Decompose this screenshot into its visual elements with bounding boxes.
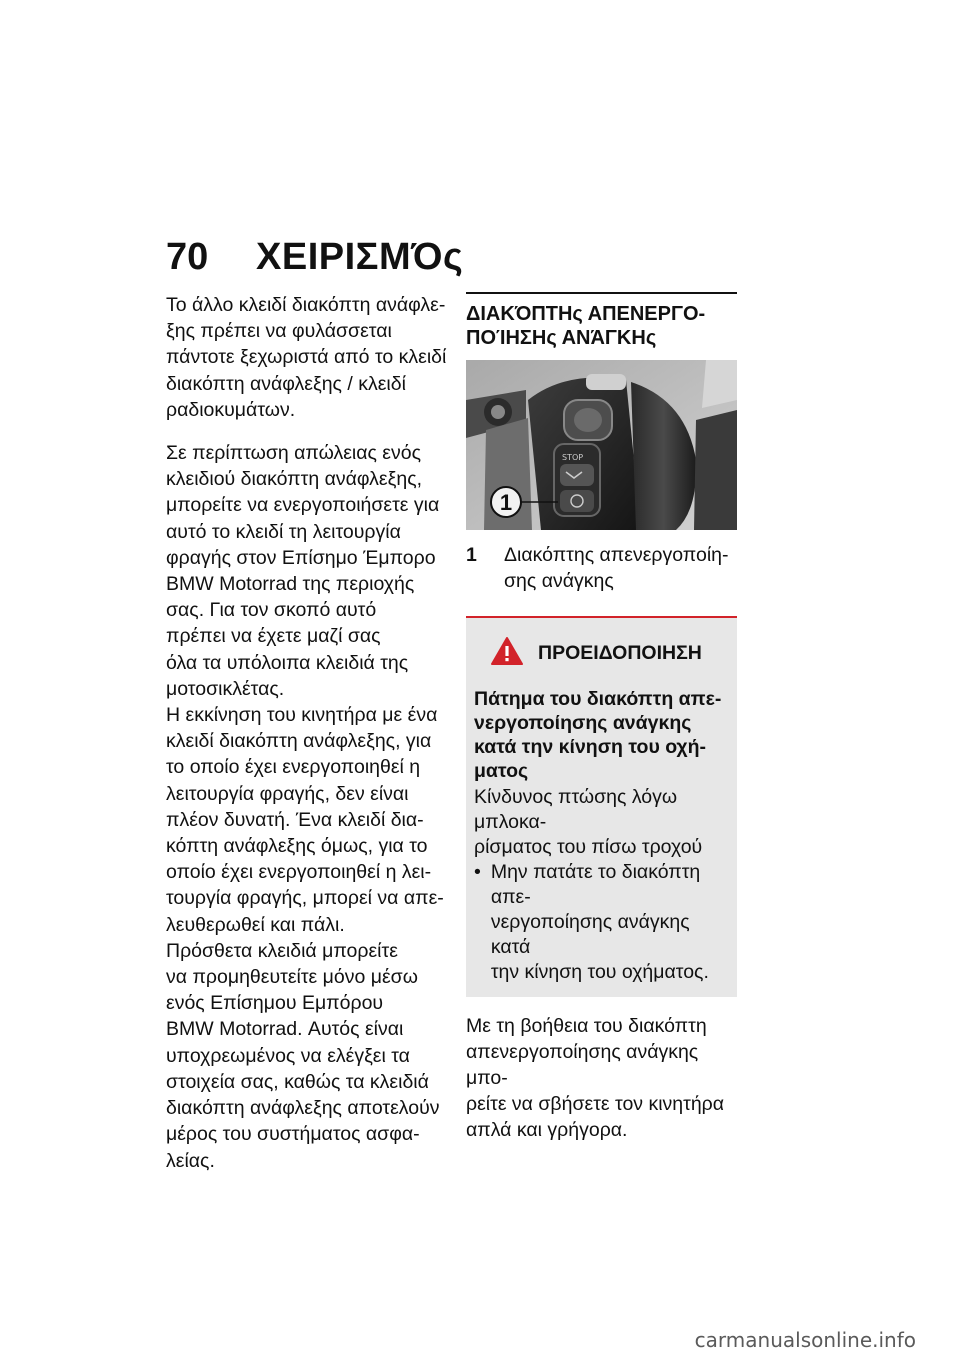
warning-body: Κίνδυνος πτώσης λόγω μπλοκα- ρίσματος του πίσω τροχού <box>474 786 703 858</box>
paragraph-emergency-stop: Με τη βοήθεια του διακόπτη απενεργοποίησης ανάγκης μπο- ρείτε να σβήσετε τον κινητήρα απλά και γρήγορα. <box>466 1015 725 1141</box>
paragraph-blocked-key: Η εκκίνηση του κινητήρα με ένα κλειδί διακόπτη ανάφλεξης, για το οποίο έχει ενεργοποιηθεί η λειτουργία φραγής, δεν είναι πλέον δυνατή. Ένα κλειδί δια- κόπτη ανάφλεξης όμως, για το οποίο έχει ενεργοποιηθεί η λει- τουργία φραγής, μπορεί να απε- λευθερωθεί και πάλι. <box>166 704 444 936</box>
figure-caption <box>466 542 737 594</box>
stop-label: STOP <box>562 453 584 462</box>
paragraph-extra-keys: Πρόσθετα κλειδιά μπορείτε να προμηθευτείτε μόνο μέσω ενός Επίσημου Εμπόρου BMW Motorrad. Αυτός είναι υποχρεωμένος να ελέγξει τα στοιχεία σας, καθώς τα κλειδιά διακόπτη ανάφλεξης αποτελούν μέρος του συστήματος ασφα- λείας. <box>166 939 440 1172</box>
warning-title: Πάτημα του διακόπτη απε- νεργοποίησης ανάγκης κατά την κίνηση του οχή- ματος <box>474 688 722 782</box>
handlebar-switch-figure <box>466 360 737 530</box>
left-column <box>166 292 456 1191</box>
warning-bullet <box>474 860 729 985</box>
paragraph-key-loss: Σε περίπτωση απώλειας ενός κλειδιού διακόπτη ανάφλεξης, μπορείτε να ενεργοποιήσετε για αυτό το κλειδί τη λειτουργία φραγής στον Επίσημο Έμπορο BMW Motorrad της περιοχής σας. Για τον σκοπό αυτό πρέπει να έχετε μαζί σας όλα τα υπόλοιπα κλειδιά της μοτοσικλέτας. <box>166 442 440 700</box>
warning-box <box>466 616 737 997</box>
right-column <box>466 292 737 1143</box>
caption-text: Διακόπτης απενεργοποίη- σης ανάγκης <box>504 544 729 592</box>
handlebar-switch-photo <box>466 360 737 530</box>
paragraph-key-storage: Το άλλο κλειδί διακόπτη ανάφλε- ξης πρέπει να φυλάσσεται πάντοτε ξεχωριστά από το κλειδί διακόπτη ανάφλεξης / κλειδί ραδιοκυμάτων. <box>166 294 447 421</box>
section-rule <box>466 292 737 294</box>
page-number: 70 <box>166 236 209 278</box>
warning-header <box>474 636 729 671</box>
callout-number: 1 <box>499 490 513 515</box>
page-header <box>166 236 463 279</box>
watermark: carmanualsonline.info <box>694 1328 916 1352</box>
warning-label: ΠΡΟΕΙΔΟΠΟΙΗΣΗ <box>538 642 702 664</box>
bullet-icon: • <box>474 861 481 883</box>
section-title: ΔΙΑΚΌΠΤΗς ΑΠΕΝΕΡΓΟ- ΠΟΊΗΣΗς ΑΝΆΓΚΗς <box>466 303 706 349</box>
caption-number: 1 <box>466 544 477 566</box>
chapter-title: ΧΕΙΡΙΣΜΌς <box>256 236 464 278</box>
warning-bullet-text: Μην πατάτε το διακόπτη απε- νεργοποίησης ανάγκης κατά την κίνηση του οχήματος. <box>490 861 709 983</box>
warning-triangle-icon <box>490 636 524 671</box>
